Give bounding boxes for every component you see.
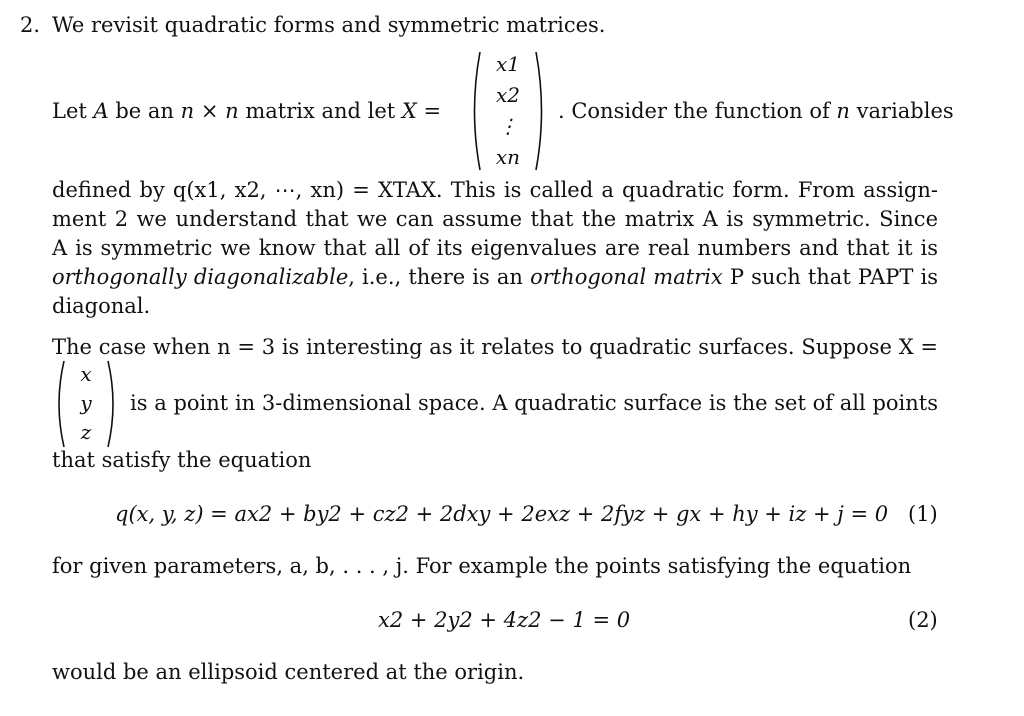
let-text: Let A be an n × n matrix and let X =: [52, 99, 442, 123]
vector-x-column: [466, 48, 550, 174]
vector-entry: ⋮: [498, 114, 518, 138]
para2-line3: that satisfy the equation: [52, 448, 312, 472]
para2-line2: is a point in 3-dimensional space. A quadratic surface is the set of all points: [130, 391, 938, 415]
closing-line: would be an ellipsoid centered at the origin.: [52, 660, 525, 684]
problem-number: 2.: [20, 13, 41, 37]
vector-entry: x: [80, 362, 92, 386]
para1-line4: A is symmetric we know that all of its eigenvalues are real numbers and that it is: [52, 236, 938, 260]
vector-xyz-column: [52, 358, 122, 450]
vector-entry: xn: [495, 145, 521, 169]
equation-2: x2 + 2y2 + 4z2 − 1 = 0: [378, 608, 631, 632]
vector-entry: x2: [495, 83, 520, 107]
right-paren-icon: [536, 52, 542, 170]
vector-entry: y: [80, 391, 92, 415]
consider-text: . Consider the function of n variables: [558, 99, 954, 123]
vector-entry: x1: [495, 52, 520, 76]
equation-1-number: (1): [908, 502, 938, 526]
para1-line6: diagonal.: [52, 294, 151, 318]
vector-entry: z: [80, 420, 92, 444]
equation-2-number: (2): [908, 608, 938, 632]
para3-line: for given parameters, a, b, . . . , j. For example the points satisfying the equation: [52, 554, 912, 578]
para1-line2: defined by q(x1, x2, ⋯, xn) = XTAX. This is called a quadratic form. From assign-: [52, 178, 938, 202]
para1-line3: ment 2 we understand that we can assume that the matrix A is symmetric. Since: [52, 207, 938, 231]
para1-line5: orthogonally diagonalizable, i.e., there is an orthogonal matrix P such that PAPT is: [52, 265, 938, 289]
problem-intro: We revisit quadratic forms and symmetric matrices.: [52, 13, 606, 37]
para2-line1: The case when n = 3 is interesting as it relates to quadratic surfaces. Suppose X =: [52, 335, 938, 359]
equation-1: q(x, y, z) = ax2 + by2 + cz2 + 2dxy + 2exz + 2fyz + gx + hy + iz + j = 0: [115, 502, 889, 526]
